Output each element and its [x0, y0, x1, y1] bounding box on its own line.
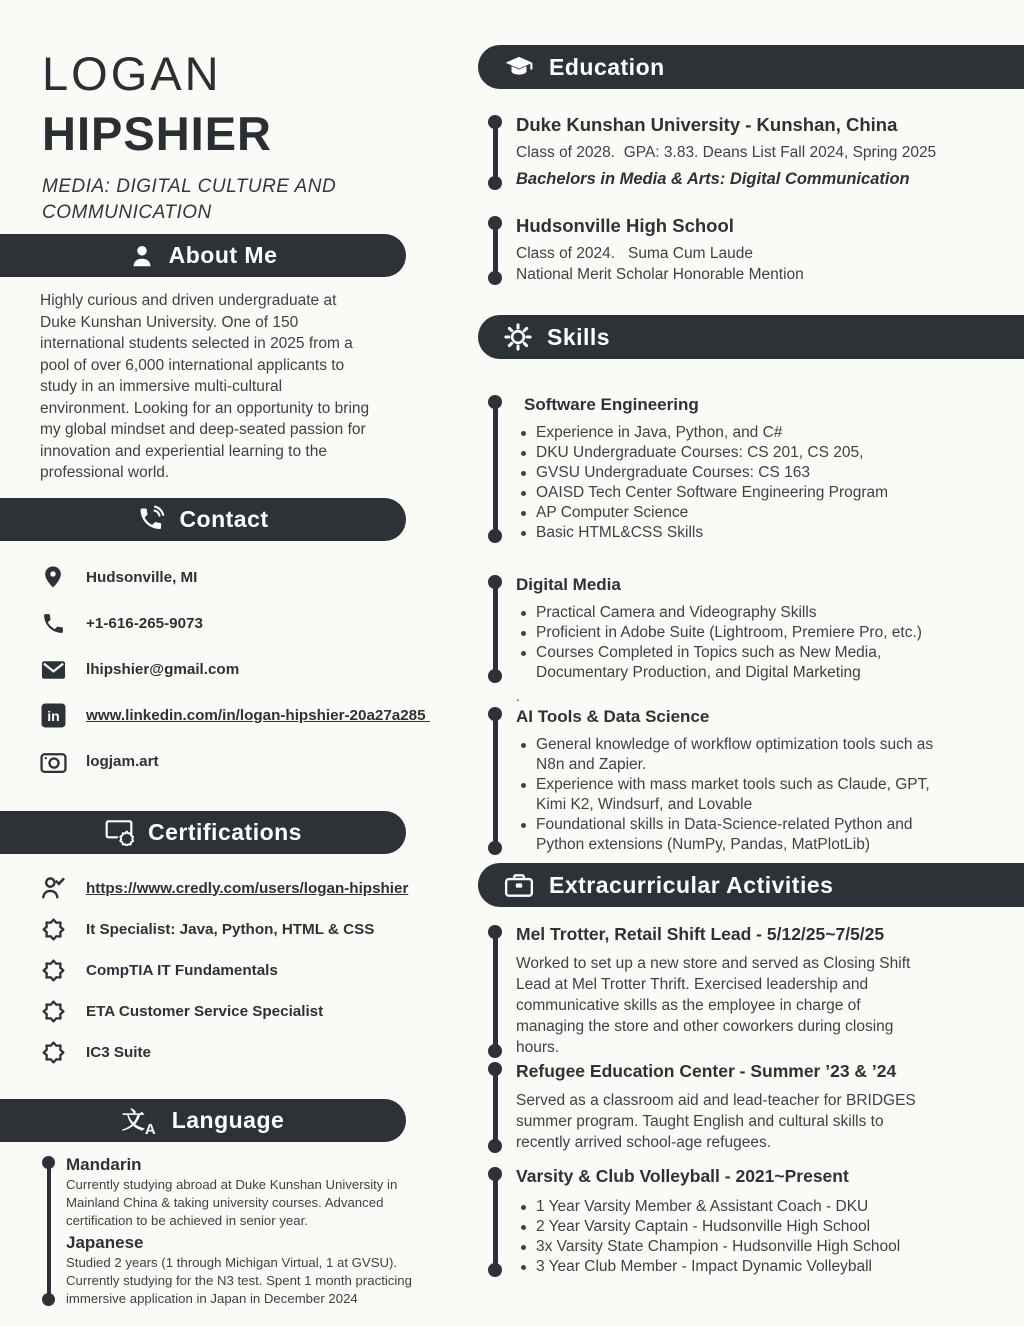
certifications-list — [38, 868, 456, 1073]
language-list — [40, 1154, 456, 1310]
timeline-rail — [484, 1165, 508, 1277]
extracurricular-entry — [484, 1060, 1024, 1153]
timeline-line — [493, 932, 498, 1051]
skills-group-title: Software Engineering — [524, 395, 699, 414]
timeline-rail — [484, 573, 508, 683]
briefcase-icon — [504, 872, 534, 898]
school-name: Hudsonville High School — [516, 215, 734, 236]
timeline-dot — [488, 925, 502, 939]
badge-icon — [38, 999, 68, 1024]
timeline-dot — [488, 176, 502, 190]
about-me-title: About Me — [168, 242, 278, 268]
timeline-line — [493, 223, 498, 278]
timeline-rail — [40, 1154, 58, 1310]
name-header — [0, 0, 456, 226]
skill-bullet: General knowledge of workflow optimization tools such as N8n and Zapier. — [516, 735, 944, 775]
timeline-rail — [484, 923, 508, 1058]
timeline-dot — [488, 529, 502, 543]
extracurricular-title: Extracurricular Activities — [549, 871, 834, 898]
timeline-line — [493, 714, 498, 848]
activity-bullet: 3x Varsity State Champion - Hudsonville High School — [516, 1237, 900, 1257]
timeline-line — [493, 402, 498, 536]
last-name: HIPSHIER — [42, 107, 272, 160]
language-desc: Studied 2 years (1 through Michigan Virtual, 1 at GVSU). Currently studying for the N3 test. Spent 1 month practicing immersive application in Japan in December 2024 — [66, 1254, 412, 1306]
svg-text:in: in — [46, 708, 60, 725]
timeline-rail — [484, 214, 508, 285]
skills-bullet-list — [516, 423, 888, 543]
skill-bullet: Foundational skills in Data-Science-related Python and Python extensions (NumPy, Pandas, MatPlotLib) — [516, 815, 944, 855]
timeline-dot — [488, 1139, 502, 1153]
left-column — [0, 0, 456, 1310]
skills-group — [484, 393, 1024, 543]
linkedin-icon — [38, 703, 68, 728]
timeline-line — [493, 582, 498, 676]
certifications-header — [0, 811, 406, 854]
skill-bullet: Experience with mass market tools such as Claude, GPT, Kimi K2, Windsurf, and Lovable — [516, 775, 944, 815]
timeline-dot — [488, 707, 502, 721]
contact-list — [38, 555, 456, 785]
timeline-dot — [488, 575, 502, 589]
activity-bullet: 3 Year Club Member - Impact Dynamic Volleyball — [516, 1257, 900, 1277]
timeline-dot — [488, 1062, 502, 1076]
timeline-line — [493, 1069, 498, 1146]
cert-credly — [38, 868, 456, 909]
school-details: Class of 2024. Suma Cum Laude — [516, 245, 753, 262]
timeline-dot — [488, 1044, 502, 1058]
cert-item — [38, 991, 456, 1032]
cert-item — [38, 950, 456, 991]
education-entry — [484, 214, 1024, 285]
timeline-dot — [488, 1263, 502, 1277]
stray-period: . — [516, 688, 520, 704]
cert-credly-link[interactable]: https://www.credly.com/users/logan-hipshier — [86, 879, 409, 897]
skills-bullet-list — [516, 735, 944, 855]
certificate-icon — [104, 818, 134, 846]
first-name: LOGAN — [42, 47, 222, 100]
camera-icon — [38, 750, 68, 774]
profession-subtitle: MEDIA: DIGITAL CULTURE AND COMMUNICATION — [42, 176, 337, 223]
contact-email — [38, 647, 456, 693]
education-title: Education — [549, 53, 665, 80]
phone-icon — [38, 611, 68, 636]
translate-icon: 文 A — [121, 1107, 156, 1138]
skill-bullet: Courses Completed in Topics such as New Media, Documentary Production, and Digital Marketing — [516, 643, 944, 683]
badge-icon — [38, 917, 68, 942]
school-details: Class of 2028. GPA: 3.83. Deans List Fall 2024, Spring 2025 — [516, 144, 937, 161]
contact-portfolio-text: logjam.art — [86, 753, 159, 770]
skills-title: Skills — [547, 323, 611, 350]
timeline-rail — [484, 113, 508, 190]
timeline-dot — [42, 1156, 55, 1169]
cert-item-text: It Specialist: Java, Python, HTML & CSS — [86, 920, 375, 938]
location-pin-icon — [38, 564, 68, 592]
skills-group — [484, 705, 1024, 855]
school-honors: National Merit Scholar Honorable Mention — [516, 266, 804, 283]
graduation-cap-icon — [504, 55, 534, 79]
skill-bullet: OAISD Tech Center Software Engineering Program — [516, 483, 888, 503]
gear-icon — [504, 323, 532, 351]
activity-heading: Refugee Education Center - Summer ’23 & ’24 — [516, 1061, 897, 1081]
contact-linkedin — [38, 693, 456, 739]
timeline-dot — [488, 271, 502, 285]
language-name: Mandarin — [66, 1154, 142, 1174]
school-name: Duke Kunshan University - Kunshan, China — [516, 114, 898, 135]
degree: Bachelors in Media & Arts: Digital Communication — [516, 170, 910, 188]
cert-item-text: CompTIA IT Fundamentals — [86, 961, 278, 979]
contact-email-text: lhipshier@gmail.com — [86, 661, 240, 678]
page-title — [42, 44, 456, 164]
activity-heading: Varsity & Club Volleyball - 2021~Present — [516, 1166, 849, 1186]
activity-description: Worked to set up a new store and served as Closing Shift Lead at Mel Trotter Thrift. Exercised leadership and communicative skills as the employee in charge of managing the store and other coworkers during closing hours. — [516, 955, 911, 1056]
skills-bullet-list — [516, 603, 944, 683]
person-icon — [129, 243, 155, 269]
timeline-line — [493, 122, 498, 183]
timeline-dot — [488, 841, 502, 855]
skill-bullet: Practical Camera and Videography Skills — [516, 603, 944, 623]
envelope-icon — [38, 659, 68, 681]
contact-linkedin-link[interactable]: www.linkedin.com/in/logan-hipshier-20a27a285 — [86, 707, 430, 724]
activity-bullet: 2 Year Varsity Captain - Hudsonville High School — [516, 1217, 900, 1237]
activity-description: Served as a classroom aid and lead-teacher for BRIDGES summer program. Taught English and cultural skills to recently arrived school-age refugees. — [516, 1092, 916, 1151]
education-entry — [484, 113, 1024, 190]
timeline-line — [493, 1174, 498, 1270]
timeline-rail — [484, 705, 508, 855]
skills-group-title: Digital Media — [516, 575, 621, 594]
cert-item — [38, 1032, 456, 1073]
skill-bullet: DKU Undergraduate Courses: CS 201, CS 205, — [516, 443, 888, 463]
right-column — [470, 0, 1024, 1277]
badge-icon — [38, 958, 68, 983]
cert-item-text: IC3 Suite — [86, 1043, 151, 1061]
timeline-rail — [484, 393, 508, 543]
extracurricular-header — [478, 863, 1024, 907]
phone-waves-icon — [137, 505, 165, 533]
activity-bullet-list — [516, 1197, 900, 1277]
person-check-icon — [38, 875, 68, 901]
contact-location-text: Hudsonville, MI — [86, 569, 198, 586]
badge-icon — [38, 1040, 68, 1065]
timeline-line — [47, 1162, 51, 1300]
contact-header — [0, 498, 406, 541]
extracurricular-entry — [484, 1165, 1024, 1277]
cert-item — [38, 909, 456, 950]
timeline-dot — [488, 216, 502, 230]
skills-group — [484, 573, 1024, 683]
skill-bullet: GVSU Undergraduate Courses: CS 163 — [516, 463, 888, 483]
skills-group-title: AI Tools & Data Science — [516, 707, 710, 726]
contact-title: Contact — [179, 505, 269, 532]
extracurricular-entry — [484, 923, 1024, 1058]
contact-phone-text: +1-616-265-9073 — [86, 615, 203, 632]
timeline-dot — [488, 115, 502, 129]
timeline-dot — [488, 669, 502, 683]
cert-item-text: ETA Customer Service Specialist — [86, 1002, 324, 1020]
activity-heading: Mel Trotter, Retail Shift Lead - 5/12/25~7/5/25 — [516, 924, 885, 944]
contact-phone — [38, 601, 456, 647]
about-me-header — [0, 234, 406, 277]
certifications-title: Certifications — [148, 818, 302, 845]
contact-location — [38, 555, 456, 601]
language-header — [0, 1099, 406, 1142]
skills-header — [478, 315, 1024, 359]
skill-bullet: Proficient in Adobe Suite (Lightroom, Premiere Pro, etc.) — [516, 623, 944, 643]
skill-bullet: Experience in Java, Python, and C# — [516, 423, 888, 443]
contact-portfolio — [38, 739, 456, 785]
timeline-dot — [488, 395, 502, 409]
language-title: Language — [171, 1106, 285, 1133]
skill-bullet: AP Computer Science — [516, 503, 888, 523]
about-me-text: Highly curious and driven undergraduate at Duke Kunshan University. One of 150 international students selected in 2025 from a pool of over 6,000 international applicants to study in an immersive multi-cultural environment. Looking for an opportunity to bring my global mindset and deep-seated passion for innovation and experiential learning to the professional world. — [40, 292, 370, 481]
timeline-rail — [484, 1060, 508, 1153]
language-desc: Currently studying abroad at Duke Kunshan University in Mainland China & taking university courses. Advanced certification to be achieved in senior year. — [66, 1176, 398, 1228]
timeline-dot — [488, 1167, 502, 1181]
timeline-dot — [42, 1293, 55, 1306]
language-name: Japanese — [66, 1232, 144, 1252]
education-header — [478, 45, 1024, 89]
activity-bullet: 1 Year Varsity Member & Assistant Coach - DKU — [516, 1197, 900, 1217]
skill-bullet: Basic HTML&CSS Skills — [516, 523, 888, 543]
